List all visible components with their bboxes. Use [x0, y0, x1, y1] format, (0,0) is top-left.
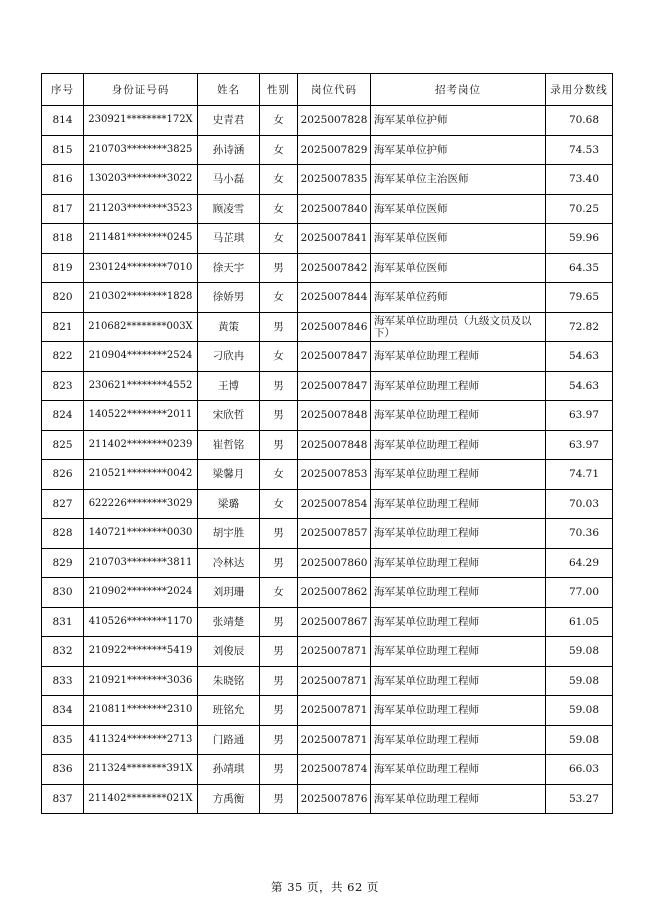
header-gender: 性别 [260, 74, 298, 106]
row-code-cell: 2025007835 [298, 165, 371, 195]
row-post-cell: 海军某单位助理工程师 [371, 548, 546, 578]
row-seq-cell: 832 [42, 637, 84, 667]
row-score-cell: 61.05 [546, 607, 613, 637]
row-gender-cell: 男 [260, 519, 298, 549]
row-seq-cell: 826 [42, 460, 84, 490]
row-post-cell: 海军某单位助理工程师 [371, 666, 546, 696]
row-seq-cell: 821 [42, 312, 84, 342]
row-code-cell: 2025007854 [298, 489, 371, 519]
table-row [42, 784, 613, 814]
row-name-cell: 崔哲铭 [198, 430, 260, 460]
row-gender-cell: 女 [260, 224, 298, 254]
row-score-cell: 59.08 [546, 725, 613, 755]
row-gender-cell: 男 [260, 755, 298, 785]
table-row [42, 637, 613, 667]
row-seq-cell: 823 [42, 371, 84, 401]
row-gender-cell: 男 [260, 253, 298, 283]
row-seq-cell: 819 [42, 253, 84, 283]
row-id-cell: 211203********3523 [84, 194, 198, 224]
row-post-cell: 海军某单位药师 [371, 283, 546, 313]
row-seq-cell: 820 [42, 283, 84, 313]
row-post-cell: 海军某单位助理工程师 [371, 460, 546, 490]
table-row [42, 283, 613, 313]
row-gender-cell: 女 [260, 460, 298, 490]
row-seq-cell: 817 [42, 194, 84, 224]
row-gender-cell: 男 [260, 371, 298, 401]
row-post-cell: 海军某单位助理工程师 [371, 725, 546, 755]
row-post-cell: 海军某单位护师 [371, 106, 546, 136]
table-row [42, 401, 613, 431]
header-name: 姓名 [198, 74, 260, 106]
row-code-cell: 2025007842 [298, 253, 371, 283]
row-score-cell: 54.63 [546, 342, 613, 372]
row-name-cell: 刁欣冉 [198, 342, 260, 372]
table-row [42, 666, 613, 696]
results-table [41, 73, 613, 814]
row-post-cell: 海军某单位助理工程师 [371, 401, 546, 431]
row-id-cell: 210703********3811 [84, 548, 198, 578]
row-seq-cell: 825 [42, 430, 84, 460]
row-name-cell: 方禹衡 [198, 784, 260, 814]
row-id-cell: 210902********2024 [84, 578, 198, 608]
row-seq-cell: 824 [42, 401, 84, 431]
table-row [42, 135, 613, 165]
row-name-cell: 门路通 [198, 725, 260, 755]
row-id-cell: 622226********3029 [84, 489, 198, 519]
row-gender-cell: 女 [260, 578, 298, 608]
row-name-cell: 梁馨月 [198, 460, 260, 490]
row-post-cell: 海军某单位医师 [371, 194, 546, 224]
row-code-cell: 2025007847 [298, 371, 371, 401]
row-score-cell: 74.53 [546, 135, 613, 165]
row-score-cell: 53.27 [546, 784, 613, 814]
row-code-cell: 2025007841 [298, 224, 371, 254]
header-post: 招考岗位 [371, 74, 546, 106]
row-seq-cell: 837 [42, 784, 84, 814]
row-gender-cell: 男 [260, 401, 298, 431]
header-id: 身份证号码 [84, 74, 198, 106]
row-score-cell: 54.63 [546, 371, 613, 401]
table-row [42, 460, 613, 490]
table-row [42, 106, 613, 136]
row-code-cell: 2025007846 [298, 312, 371, 342]
row-id-cell: 210302********1828 [84, 283, 198, 313]
row-score-cell: 70.36 [546, 519, 613, 549]
table-row [42, 725, 613, 755]
row-name-cell: 马芷琪 [198, 224, 260, 254]
row-name-cell: 孙靖琪 [198, 755, 260, 785]
row-id-cell: 230124********7010 [84, 253, 198, 283]
row-id-cell: 140522********2011 [84, 401, 198, 431]
row-seq-cell: 818 [42, 224, 84, 254]
row-id-cell: 210921********3036 [84, 666, 198, 696]
row-name-cell: 班铭允 [198, 696, 260, 726]
row-id-cell: 230921********172X [84, 106, 198, 136]
row-name-cell: 宋欣哲 [198, 401, 260, 431]
row-gender-cell: 男 [260, 725, 298, 755]
row-seq-cell: 816 [42, 165, 84, 195]
row-id-cell: 210904********2524 [84, 342, 198, 372]
row-code-cell: 2025007860 [298, 548, 371, 578]
page-number-footer: 第 35 页，共 62 页 [271, 880, 379, 894]
row-post-cell: 海军某单位助理工程师 [371, 578, 546, 608]
table-row [42, 253, 613, 283]
row-code-cell: 2025007828 [298, 106, 371, 136]
row-seq-cell: 815 [42, 135, 84, 165]
table-row [42, 194, 613, 224]
row-seq-cell: 833 [42, 666, 84, 696]
row-code-cell: 2025007857 [298, 519, 371, 549]
row-score-cell: 66.03 [546, 755, 613, 785]
row-post-cell: 海军某单位助理工程师 [371, 637, 546, 667]
row-code-cell: 2025007871 [298, 696, 371, 726]
row-code-cell: 2025007874 [298, 755, 371, 785]
row-post-cell: 海军某单位助理工程师 [371, 371, 546, 401]
row-gender-cell: 女 [260, 135, 298, 165]
row-code-cell: 2025007848 [298, 401, 371, 431]
row-gender-cell: 女 [260, 342, 298, 372]
row-score-cell: 72.82 [546, 312, 613, 342]
row-score-cell: 79.65 [546, 283, 613, 313]
table-row [42, 519, 613, 549]
row-seq-cell: 831 [42, 607, 84, 637]
row-id-cell: 410526********1170 [84, 607, 198, 637]
row-seq-cell: 834 [42, 696, 84, 726]
row-id-cell: 140721********0030 [84, 519, 198, 549]
table-row [42, 578, 613, 608]
table-row [42, 430, 613, 460]
row-post-cell: 海军某单位助理工程师 [371, 607, 546, 637]
row-code-cell: 2025007847 [298, 342, 371, 372]
row-name-cell: 黄策 [198, 312, 260, 342]
row-code-cell: 2025007853 [298, 460, 371, 490]
row-seq-cell: 822 [42, 342, 84, 372]
row-id-cell: 411324********2713 [84, 725, 198, 755]
row-score-cell: 64.35 [546, 253, 613, 283]
row-score-cell: 59.08 [546, 637, 613, 667]
row-score-cell: 59.96 [546, 224, 613, 254]
row-name-cell: 胡宇胜 [198, 519, 260, 549]
row-id-cell: 211324********391X [84, 755, 198, 785]
row-gender-cell: 女 [260, 489, 298, 519]
table-row [42, 548, 613, 578]
row-post-cell: 海军某单位主治医师 [371, 165, 546, 195]
row-post-cell: 海军某单位助理工程师 [371, 489, 546, 519]
row-seq-cell: 828 [42, 519, 84, 549]
row-name-cell: 徐娇男 [198, 283, 260, 313]
row-id-cell: 210811********2310 [84, 696, 198, 726]
row-post-cell: 海军某单位护师 [371, 135, 546, 165]
row-score-cell: 73.40 [546, 165, 613, 195]
row-gender-cell: 女 [260, 106, 298, 136]
row-seq-cell: 830 [42, 578, 84, 608]
table-row [42, 342, 613, 372]
row-name-cell: 史青君 [198, 106, 260, 136]
row-score-cell: 63.97 [546, 401, 613, 431]
row-name-cell: 冷林达 [198, 548, 260, 578]
row-code-cell: 2025007840 [298, 194, 371, 224]
row-seq-cell: 835 [42, 725, 84, 755]
row-gender-cell: 男 [260, 430, 298, 460]
row-post-cell: 海军某单位助理工程师 [371, 342, 546, 372]
table-row [42, 489, 613, 519]
row-name-cell: 顾凌雪 [198, 194, 260, 224]
row-gender-cell: 男 [260, 548, 298, 578]
row-gender-cell: 女 [260, 165, 298, 195]
row-seq-cell: 814 [42, 106, 84, 136]
row-id-cell: 211402********0239 [84, 430, 198, 460]
row-score-cell: 70.03 [546, 489, 613, 519]
row-score-cell: 64.29 [546, 548, 613, 578]
row-seq-cell: 836 [42, 755, 84, 785]
row-post-cell: 海军某单位助理员（九级文员及以下） [371, 312, 546, 342]
row-gender-cell: 男 [260, 637, 298, 667]
row-code-cell: 2025007848 [298, 430, 371, 460]
header-score: 录用分数线 [546, 74, 613, 106]
row-post-cell: 海军某单位助理工程师 [371, 696, 546, 726]
header-seq: 序号 [42, 74, 84, 106]
table-row [42, 696, 613, 726]
row-post-cell: 海军某单位医师 [371, 224, 546, 254]
table-row [42, 755, 613, 785]
row-id-cell: 210922********5419 [84, 637, 198, 667]
row-seq-cell: 829 [42, 548, 84, 578]
row-score-cell: 63.97 [546, 430, 613, 460]
row-score-cell: 70.68 [546, 106, 613, 136]
row-name-cell: 张靖楚 [198, 607, 260, 637]
row-code-cell: 2025007829 [298, 135, 371, 165]
header-code: 岗位代码 [298, 74, 371, 106]
row-code-cell: 2025007876 [298, 784, 371, 814]
row-post-cell: 海军某单位助理工程师 [371, 755, 546, 785]
table-row [42, 224, 613, 254]
results-table-container [41, 73, 612, 814]
row-post-cell: 海军某单位助理工程师 [371, 519, 546, 549]
row-gender-cell: 男 [260, 607, 298, 637]
table-row [42, 312, 613, 342]
row-code-cell: 2025007862 [298, 578, 371, 608]
row-score-cell: 74.71 [546, 460, 613, 490]
row-score-cell: 77.00 [546, 578, 613, 608]
row-gender-cell: 男 [260, 696, 298, 726]
table-row [42, 371, 613, 401]
row-code-cell: 2025007867 [298, 607, 371, 637]
row-post-cell: 海军某单位助理工程师 [371, 430, 546, 460]
row-seq-cell: 827 [42, 489, 84, 519]
row-name-cell: 刘玥珊 [198, 578, 260, 608]
row-id-cell: 210521********0042 [84, 460, 198, 490]
row-gender-cell: 女 [260, 194, 298, 224]
row-name-cell: 朱晓铭 [198, 666, 260, 696]
row-name-cell: 徐天宇 [198, 253, 260, 283]
row-gender-cell: 男 [260, 666, 298, 696]
table-row [42, 607, 613, 637]
table-row [42, 165, 613, 195]
row-id-cell: 210703********3825 [84, 135, 198, 165]
row-name-cell: 马小磊 [198, 165, 260, 195]
row-code-cell: 2025007871 [298, 666, 371, 696]
row-name-cell: 梁璐 [198, 489, 260, 519]
row-score-cell: 70.25 [546, 194, 613, 224]
table-body [42, 106, 613, 814]
row-id-cell: 230621********4552 [84, 371, 198, 401]
row-id-cell: 211402********021X [84, 784, 198, 814]
row-id-cell: 210682********003X [84, 312, 198, 342]
row-id-cell: 130203********3022 [84, 165, 198, 195]
row-name-cell: 孙诗涵 [198, 135, 260, 165]
row-gender-cell: 女 [260, 283, 298, 313]
table-header-row [42, 74, 613, 106]
row-gender-cell: 男 [260, 784, 298, 814]
row-code-cell: 2025007871 [298, 637, 371, 667]
row-gender-cell: 男 [260, 312, 298, 342]
row-code-cell: 2025007844 [298, 283, 371, 313]
row-code-cell: 2025007871 [298, 725, 371, 755]
row-score-cell: 59.08 [546, 666, 613, 696]
row-name-cell: 刘俊辰 [198, 637, 260, 667]
row-post-cell: 海军某单位助理工程师 [371, 784, 546, 814]
row-post-cell: 海军某单位医师 [371, 253, 546, 283]
row-id-cell: 211481********0245 [84, 224, 198, 254]
row-score-cell: 59.08 [546, 696, 613, 726]
row-name-cell: 王博 [198, 371, 260, 401]
